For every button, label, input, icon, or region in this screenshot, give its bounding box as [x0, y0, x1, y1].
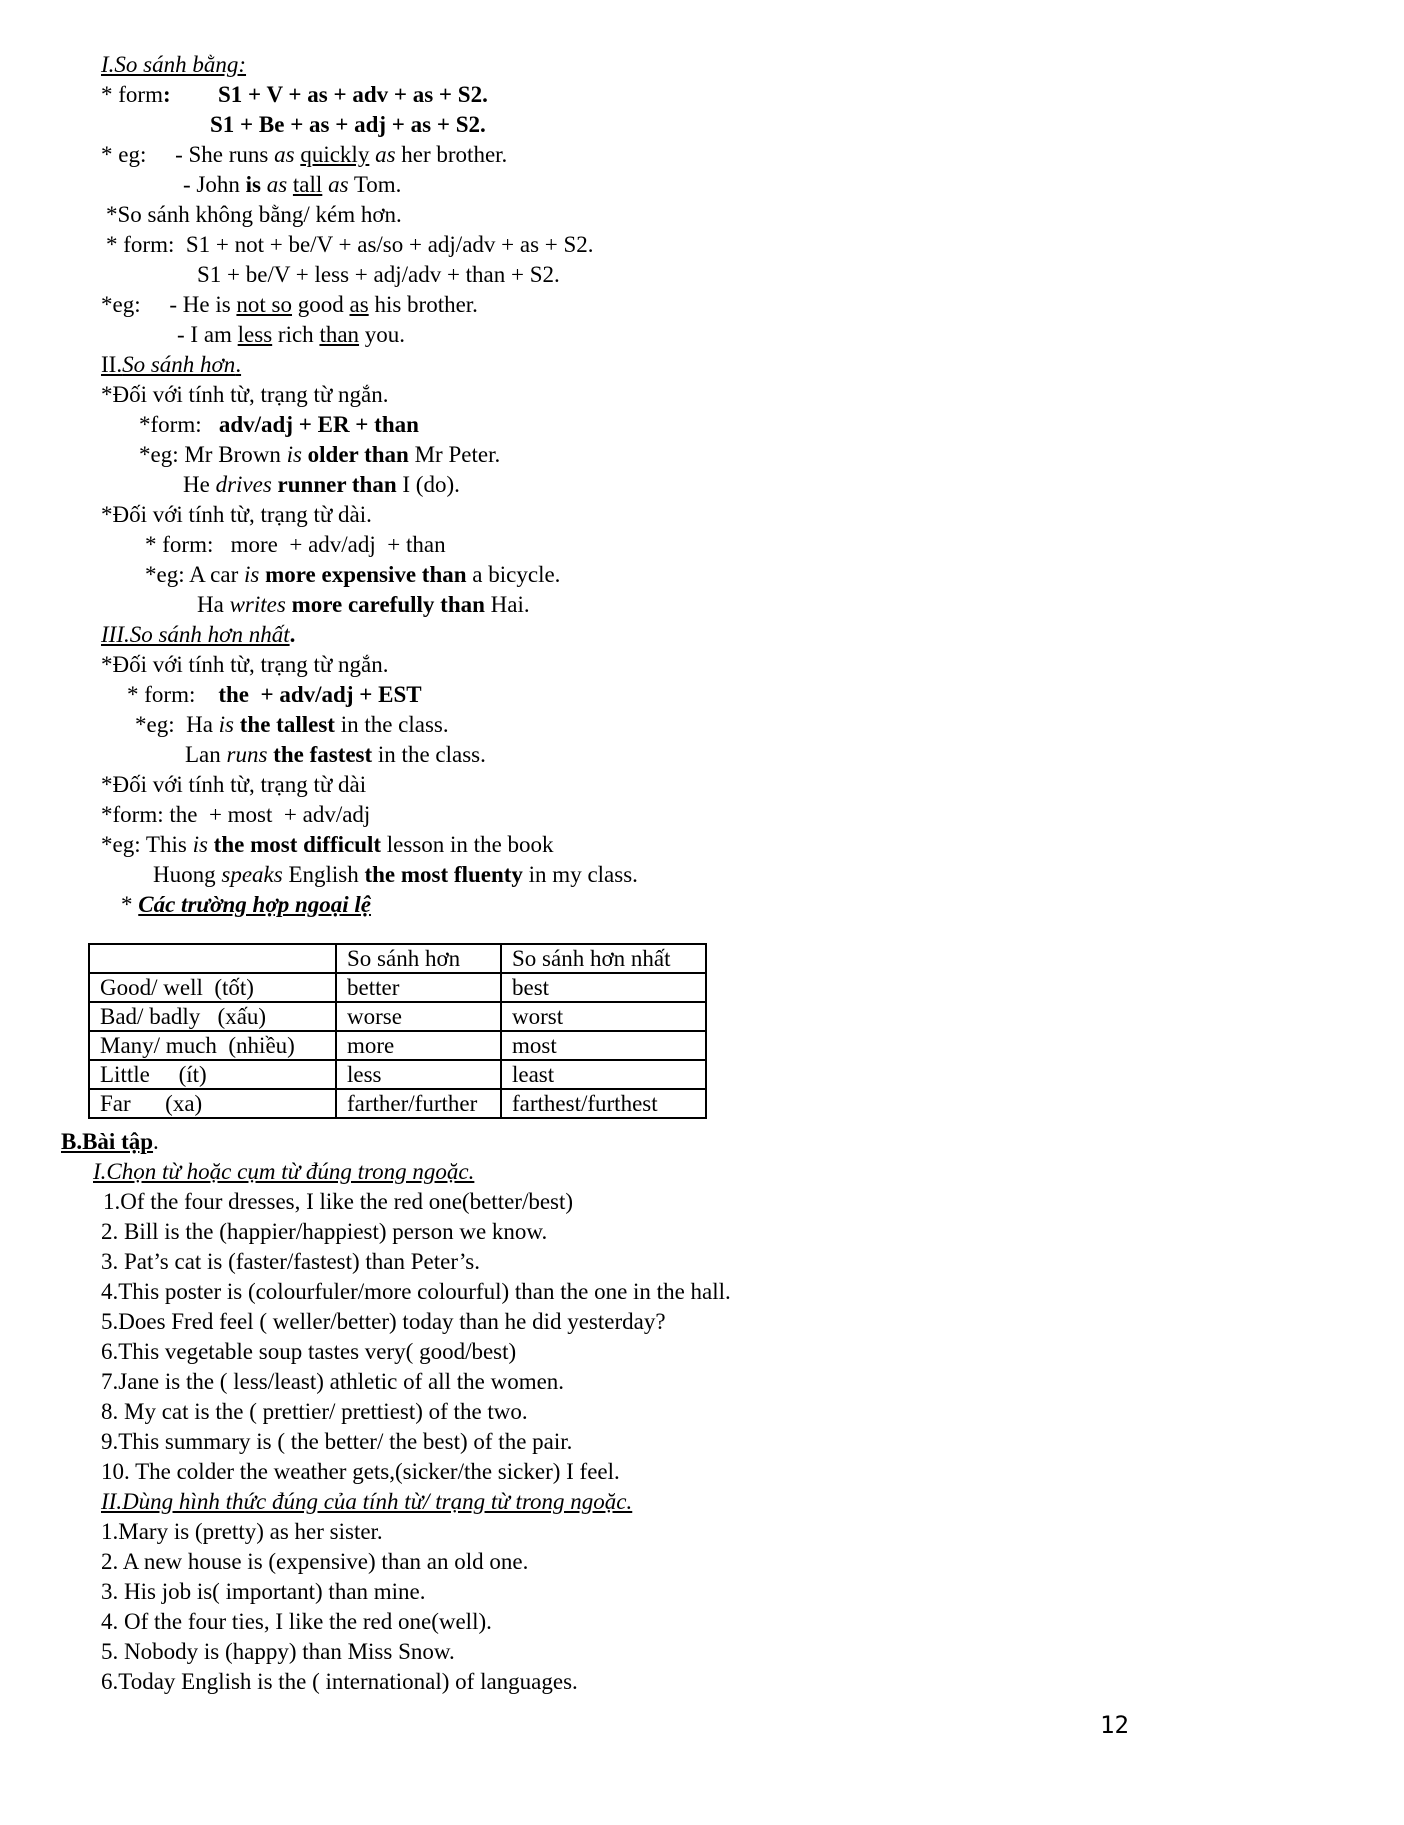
list-item: 2. A new house is (expensive) than an old one.	[101, 1549, 529, 1574]
text: lesson in the book	[381, 832, 554, 857]
text: than	[319, 322, 360, 347]
example-2	[183, 170, 401, 200]
text: speaks	[221, 862, 283, 887]
text: *form:	[139, 412, 219, 437]
text: is	[218, 712, 235, 737]
table-cell: worst	[501, 1002, 706, 1031]
text: rich	[272, 322, 320, 347]
table-cell: Bad/ badly (xấu)	[89, 1002, 336, 1031]
text: as	[375, 142, 396, 167]
section-2-title	[101, 350, 241, 380]
long-example-1	[145, 560, 560, 590]
table-row	[89, 1089, 706, 1118]
exercises-title	[61, 1127, 159, 1157]
superlative-short-form	[127, 680, 422, 710]
negative-title: *So sánh không bằng/ kém hơn.	[106, 202, 402, 227]
text: more carefully than	[291, 592, 485, 617]
table-header-cell	[89, 944, 336, 973]
text: .	[235, 352, 242, 377]
text: the most difficult	[213, 832, 382, 857]
text: Huong	[153, 862, 222, 887]
text: *eg: Ha	[135, 712, 219, 737]
table-header-cell: So sánh hơn nhất	[501, 944, 706, 973]
text: as	[328, 172, 349, 197]
table-cell: most	[501, 1031, 706, 1060]
text: * form:	[127, 682, 219, 707]
list-item: 2. Bill is the (happier/happiest) person we know.	[101, 1219, 548, 1244]
table-header-cell: So sánh hơn	[336, 944, 501, 973]
long-example-2	[197, 590, 530, 620]
table-header-row	[89, 944, 706, 973]
text: II.	[101, 352, 123, 377]
text: He	[183, 472, 216, 497]
text: as	[274, 142, 295, 167]
list-item: 5. Nobody is (happy) than Miss Snow.	[101, 1639, 455, 1664]
exceptions-title	[121, 890, 371, 920]
text: English	[282, 862, 365, 887]
text: drives	[215, 472, 272, 497]
list-item: 4. Of the four ties, I like the red one(well).	[101, 1609, 492, 1634]
text: you.	[359, 322, 406, 347]
table-cell: best	[501, 973, 706, 1002]
table-cell: less	[336, 1060, 501, 1089]
list-item: 3. Pat’s cat is (faster/fastest) than Peter’s.	[101, 1249, 480, 1274]
text: .	[153, 1129, 159, 1154]
superlative-example-2	[185, 740, 486, 770]
table-cell: Little (ít)	[89, 1060, 336, 1089]
superlative-long-example-1	[101, 830, 554, 860]
example-1	[101, 140, 507, 170]
superlative-example-1	[135, 710, 449, 740]
text: is	[245, 172, 261, 197]
short-heading: *Đối với tính từ, trạng từ ngắn.	[101, 382, 389, 407]
text: not so	[236, 292, 293, 317]
text: is	[244, 562, 260, 587]
text: is	[192, 832, 208, 857]
long-form: * form: more + adv/adj + than	[145, 532, 446, 557]
text: less	[237, 322, 273, 347]
text: *eg: - He is	[101, 292, 237, 317]
text: tall	[292, 172, 323, 197]
text: is	[286, 442, 302, 467]
text: in the class.	[372, 742, 486, 767]
form-label: * form	[101, 82, 163, 107]
text: .	[289, 622, 296, 647]
text: Các trường hợp ngoại lệ	[138, 892, 371, 917]
list-item: 1.Of the four dresses, I like the red one(better/best)	[103, 1189, 574, 1214]
text: Lan	[185, 742, 227, 767]
table-cell: Far (xa)	[89, 1089, 336, 1118]
text: the tallest	[239, 712, 335, 737]
text: quickly	[300, 142, 370, 167]
text: good	[292, 292, 350, 317]
section-1-title: I.So sánh bằng:	[101, 52, 247, 77]
short-example-2	[183, 470, 460, 500]
table-cell: farthest/furthest	[501, 1089, 706, 1118]
text: Hai.	[484, 592, 530, 617]
list-item: 5.Does Fred feel ( weller/better) today than he did yesterday?	[101, 1309, 666, 1334]
page-number: 12	[1100, 1711, 1129, 1739]
short-form	[139, 410, 419, 440]
form-colon: :	[162, 82, 171, 107]
negative-form-2: S1 + be/V + less + adj/adv + than + S2.	[197, 262, 560, 287]
negative-example-2	[177, 320, 405, 350]
superlative-long-heading: *Đối với tính từ, trạng từ dài	[101, 772, 367, 797]
table-row	[89, 973, 706, 1002]
list-item: 6.Today English is the ( international) of languages.	[101, 1669, 578, 1694]
table-row	[89, 1060, 706, 1089]
form-formula-1: S1 + V + as + adv + as + S2.	[218, 82, 488, 107]
list-item: 1.Mary is (pretty) as her sister.	[101, 1519, 383, 1544]
text: older than	[307, 442, 409, 467]
table-cell: least	[501, 1060, 706, 1089]
comparison-table	[88, 943, 707, 1119]
text: Ha	[197, 592, 230, 617]
list-item: 7.Jane is the ( less/least) athletic of all the women.	[101, 1369, 565, 1394]
exercise-part-1-title: I.Chọn từ hoặc cụm từ đúng trong ngoặc.	[93, 1159, 475, 1184]
text: as	[349, 292, 369, 317]
long-heading: *Đối với tính từ, trạng từ dài.	[101, 502, 372, 527]
list-item: 3. His job is( important) than mine.	[101, 1579, 426, 1604]
list-item: 9.This summary is ( the better/ the best) of the pair.	[101, 1429, 573, 1454]
text: her brother.	[395, 142, 508, 167]
text: Tom.	[348, 172, 402, 197]
form-line-1	[101, 80, 171, 110]
table-cell: better	[336, 973, 501, 1002]
text: I (do).	[396, 472, 460, 497]
section-3-title	[101, 620, 295, 650]
text: more expensive than	[265, 562, 467, 587]
superlative-long-form: *form: the + most + adv/adj	[101, 802, 371, 827]
list-item: 8. My cat is the ( prettier/ prettiest) of the two.	[101, 1399, 528, 1424]
text: So sánh hơn	[122, 352, 236, 377]
table-cell: more	[336, 1031, 501, 1060]
text: *	[121, 892, 139, 917]
table-row	[89, 1002, 706, 1031]
text: - I am	[177, 322, 238, 347]
text: in my class.	[522, 862, 638, 887]
text: *eg: Mr Brown	[139, 442, 287, 467]
form-formula-2: S1 + Be + as + adj + as + S2.	[210, 112, 486, 137]
text: the most fluenty	[364, 862, 523, 887]
text: * eg: - She runs	[101, 142, 275, 167]
list-item: 6.This vegetable soup tastes very( good/best)	[101, 1339, 517, 1364]
text: Mr Peter.	[408, 442, 501, 467]
superlative-short-heading: *Đối với tính từ, trạng từ ngắn.	[101, 652, 389, 677]
text: as	[266, 172, 288, 197]
text: the + adv/adj + EST	[218, 682, 422, 707]
superlative-long-example-2	[153, 860, 638, 890]
text: his brother.	[368, 292, 478, 317]
exercise-part-2-title: II.Dùng hình thức đúng của tính từ/ trạng từ trong ngoặc.	[101, 1489, 633, 1514]
table-row	[89, 1031, 706, 1060]
list-item: 4.This poster is (colourfuler/more colourful) than the one in the hall.	[101, 1279, 731, 1304]
list-item: 10. The colder the weather gets,(sicker/the sicker) I feel.	[101, 1459, 620, 1484]
text: *eg: This	[101, 832, 193, 857]
text: a bicycle.	[466, 562, 561, 587]
table-cell: Many/ much (nhiều)	[89, 1031, 336, 1060]
table-cell: farther/further	[336, 1089, 501, 1118]
table-cell: Good/ well (tốt)	[89, 973, 336, 1002]
text: writes	[229, 592, 286, 617]
text: adv/adj + ER + than	[218, 412, 419, 437]
negative-example-1	[101, 290, 478, 320]
negative-form-1: * form: S1 + not + be/V + as/so + adj/adv + as + S2.	[106, 232, 594, 257]
text: - John	[183, 172, 246, 197]
text: *eg: A car	[145, 562, 244, 587]
text: B.Bài tập	[61, 1129, 154, 1154]
short-example-1	[139, 440, 500, 470]
text: III.So sánh hơn nhất	[101, 622, 290, 647]
text: in the class.	[334, 712, 449, 737]
text: runner than	[277, 472, 397, 497]
text: the fastest	[273, 742, 373, 767]
text: runs	[226, 742, 268, 767]
table-cell: worse	[336, 1002, 501, 1031]
